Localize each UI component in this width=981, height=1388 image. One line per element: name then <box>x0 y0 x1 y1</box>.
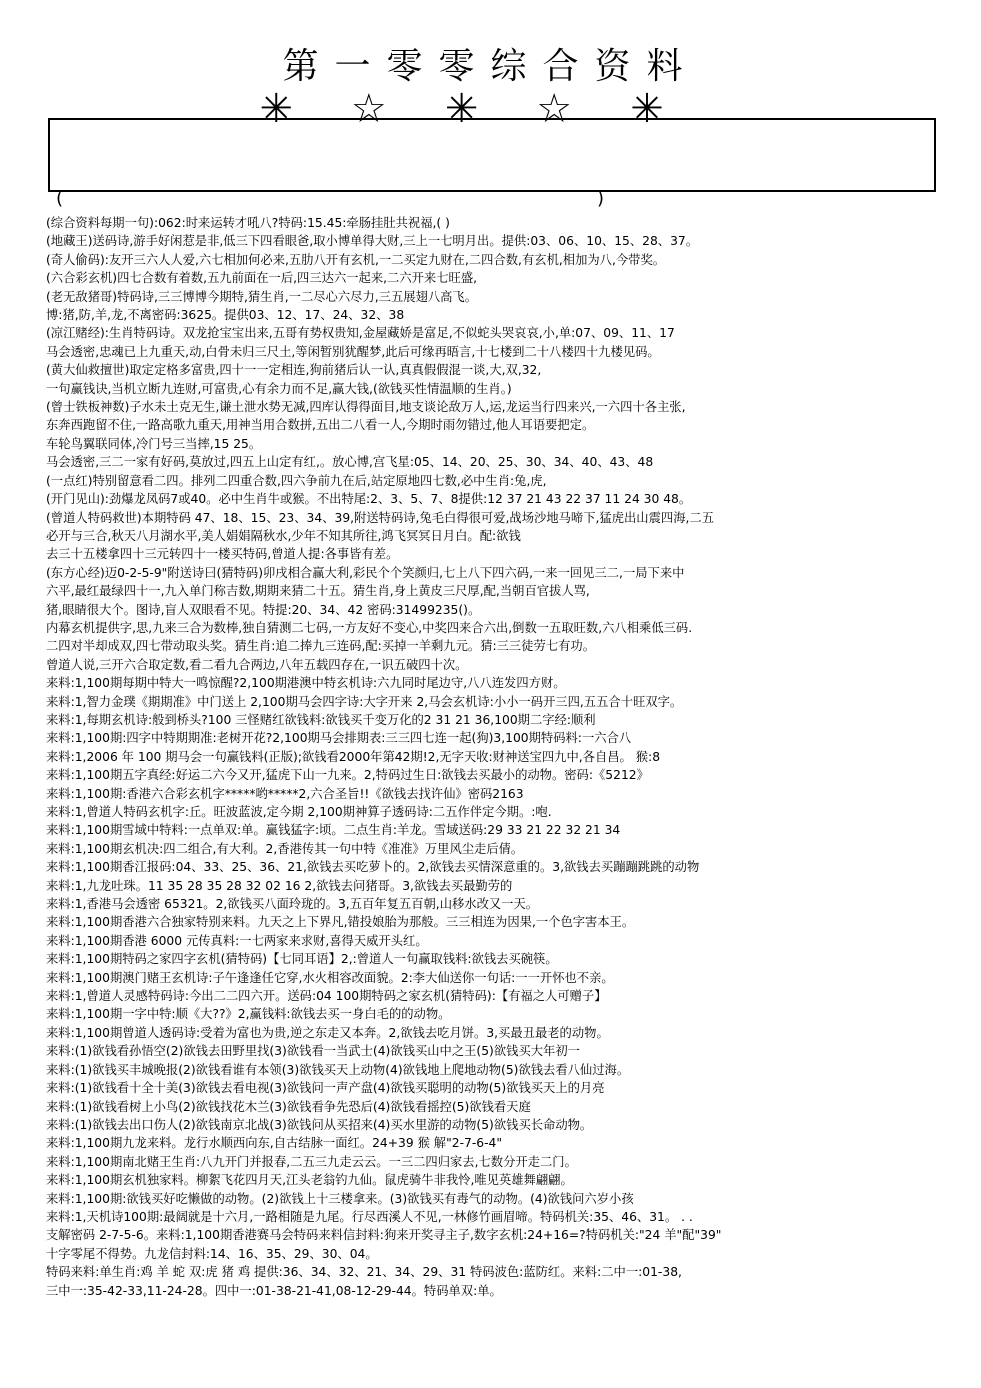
text-line: 六平,最红最绿四十一,九入单门称吉数,期期来猜二十五。猜生肖,身上黄皮三尺厚,配,当朝百官拔人骂, <box>46 584 590 599</box>
outline-star-icon: ☆ <box>350 86 445 132</box>
text-line: (东方心经)迈0-2-5-9"附送诗曰(猜特码)卯戌相合赢大利,彩民个个笑颜归,七上八下四六码,一来一回见三二,一局下来中 <box>46 565 685 580</box>
text-line: 来料:1,曾道人灵感特码诗:今出二二四六开。送码:04 100期特码之家玄机(猜特码):【有福之人可赠子】 <box>46 989 607 1004</box>
text-line: 猪,眼睛很大个。图诗,盲人双眼看不见。特提:20、34、42 密码:31499235()。 <box>46 602 481 617</box>
text-line: (一点红)特别留意看二四。排列二四重合数,四六争前九在后,站定原地四七数,必中生肖:兔,虎, <box>46 473 547 488</box>
asterisk-star-icon: ✳ <box>444 86 537 132</box>
open-paren: ( <box>56 188 64 209</box>
text-line: 来料:1,天机诗100期:最阔就是十六月,一路相随是九尾。行尽西溪人不见,一林修竹画眉啼。特码机关:35、46、31。 . . <box>46 1209 693 1224</box>
text-line: 支解密码 2-7-5-6。来料:1,100期香港赛马会特码来料信封料:狗来开奖寻主子,数字玄机:24+16=?特码机关:"24 羊"配"39" <box>46 1228 722 1243</box>
text-line: 来料:1,香港马会透密 65321。2,欲钱买八面玲珑的。3,五百年复五百朝,山移水改又一天。 <box>46 897 539 912</box>
text-line: 来料:1,100期:欲钱买好吃懒做的动物。(2)欲钱上十三楼拿来。(3)欲钱买有毒气的动物。(4)欲钱问六岁小孩 <box>46 1191 634 1206</box>
text-line: 三中一:35-42-33,11-24-28。四中一:01-38-21-41,08-12-29-44。特码单双:单。 <box>46 1283 502 1298</box>
text-line: 来料:1,100期玄机独家料。柳絮飞花四月天,江头老翁钓九仙。鼠虎骑牛非我怜,唯见英雄舞翩翩。 <box>46 1173 573 1188</box>
text-line: 曾道人说,三开六合取定数,看二看九合两边,八年五载四存在,一识五破四十次。 <box>46 657 468 672</box>
text-line: 来料:1,曾道人特码玄机字:丘。旺波蓝波,定今期 2,100期神算子透码诗:二五作伴定今期。:咆. <box>46 805 552 819</box>
text-line: (曾士铁板神数)子水未土克无生,谦土泄水势无减,四库认得得面目,地支谈论敌万人,运,龙运当行四来兴,一六四十各主张, <box>46 400 686 415</box>
text-line: 来料:1,100期:四字中特期期准:老树开花?2,100期马会排期表:三三四七连一起(狗)3,100期特码料:一六合八 <box>46 731 632 746</box>
text-line: 来料:1,100期澳门赌王玄机诗:子午逢逢任它穿,水火相容改面貌。2:李大仙送你一句话:一一开怀也不亲。 <box>46 970 614 985</box>
text-line: 来料:(1)欲钱看孙悟空(2)欲钱去田野里找(3)欲钱看一当武士(4)欲钱买山中之王(5)欲钱买大年初一 <box>46 1044 580 1059</box>
text-line: 来料:1,100期五字真经:好运二六今又开,猛虎下山一九来。2,特码过生日:欲钱去买最小的动物。密码:《5212》 <box>46 768 649 783</box>
text-line: 来料:1,每期玄机诗:般到桥头?100 三怪赌红欲钱料:欲钱买千变万化的2 31 21 36,100期二字经:顺利 <box>46 712 596 727</box>
text-line: (黄大仙救擅世)取定定格多富贵,四十一一定相连,狗前猪后认一认,真真假假混一谈,大,双,32, <box>46 363 542 378</box>
asterisk-star-icon: ✳ <box>630 86 722 132</box>
close-paren: ) <box>596 188 604 209</box>
text-line: 来料:(1)欲钱看十全十美(3)欲钱去看电视(3)欲钱问一声产盘(4)欲钱买聪明的动物(5)欲钱买天上的月亮 <box>46 1081 605 1096</box>
text-line: 来料:1,100期曾道人透码诗:受着为富也为贵,逆之东走又本奔。2,欲钱去吃月饼。3,买最丑最老的动物。 <box>46 1025 609 1040</box>
text-line: 来料:(1)欲钱看树上小鸟(2)欲钱找花木兰(3)欲钱看争先恐后(4)欲钱看摇控(5)欲钱看天庭 <box>46 1099 531 1114</box>
text-line: (老无敌猪哥)特码诗,三三博博今期特,猜生肖,一二尽心六尽力,三五展翅八高飞。 <box>46 289 478 304</box>
text-line: 博:猪,防,羊,龙,不离密码:3625。提供03、12、17、24、32、38 <box>46 308 405 323</box>
text-line: 二四对半却成双,四七带动取头奖。猜生肖:追二捧九三连码,配:买掉一羊剩九元。猜:三三徒劳七有功。 <box>46 639 596 654</box>
text-line: 来料:1,100期玄机决:四二组合,有大利。2,香港传其一句中特《准准》万里风尘走后倩。 <box>46 841 524 856</box>
text-line: 来料:1,100期每期中特大一鸣惊醒?2,100期港澳中特玄机诗:六九同时尾边守,八八连发四方财。 <box>46 676 566 691</box>
text-line: 马会透密,三二一家有好码,莫放过,四五上山定有红,。放心博,宫飞星:05、14、20、25、30、34、40、43、48 <box>46 455 654 470</box>
text-line: 来料:1,100期九龙来料。龙行水顺西向东,自古结脉一面红。24+39 猴 解"2-7-6-4" <box>46 1136 503 1151</box>
text-line: 来料:1,100期南北赌王生肖:八九开门并报春,二五三九走云云。一三二四归家去,七数分开走二门。 <box>46 1154 577 1169</box>
text-line: 来料:(1)欲钱买丰城晚报(2)欲钱看谁有本领(3)欲钱买天上动物(4)欲钱地上爬地动物(5)欲钱去看八仙过海。 <box>46 1062 630 1077</box>
text-line: (六合彩玄机)四七合数有着数,五九前面在一后,四三达六一起来,二六开来七旺盛, <box>46 271 478 286</box>
text-line: (凉江赌经):生肖特码诗。双龙抢宝宝出来,五哥有势权贵知,金屋藏娇是富足,不似蛇头哭哀哀,小,单:07、09、11、17 <box>46 326 675 341</box>
text-line: 来料:1,100期雪域中特料:一点单双:单。赢钱猛字:顷。二点生肖:羊龙。雪域送码:29 33 21 22 32 21 34 <box>46 823 621 838</box>
text-line: 车轮鸟翼联同体,冷门号三当摔,15 25。 <box>46 436 262 451</box>
text-line: 来料:1,2006 年 100 期马会一句赢钱料(正版);欲钱看2000年第42期!2,无字天收:财神送宝四九中,各自昌。 猴:8 <box>46 749 661 764</box>
text-line: 一句赢钱诀,当机立断九连财,可富贵,心有余力而不足,赢大钱,(欲钱买性情温顺的生肖。) <box>46 381 512 396</box>
text-line: (开门见山):劲爆龙凤码7或40。必中生肖牛或猴。不出特尾:2、3、5、7、8提供:12 37 21 43 22 37 11 24 30 48。 <box>46 492 692 507</box>
text-line: 来料:1,100期香江报码:04、33、25、36、21,欲钱去买吃萝卜的。2,欲钱去买情深意重的。3,欲钱去买蹦蹦跳跳的动物 <box>46 860 700 875</box>
text-line: 十字零尾不得势。九龙信封料:14、16、35、29、30、04。 <box>46 1246 378 1261</box>
text-line: 来料:1,100期香港 6000 元传真料:一七两家来求财,喜得天威开头红。 <box>46 933 428 948</box>
text-line: 来料:1,100期特码之家四字玄机(猜特码)【七同耳语】2,:曾道人一句赢取钱料:欲钱去买碗筷。 <box>46 952 558 967</box>
text-line: (曾道人特码救世)本期特码 47、18、15、23、34、39,附送特码诗,兔毛白得很可爱,战场沙地马啼下,猛虎出山震四海,二五 <box>46 510 714 525</box>
text-line: (奇人偷码):友开三六人人爱,六七相加何必来,五肋八开有玄机,一二买定九财在,二四合数,有玄机,相加为八,今带奖。 <box>46 252 666 267</box>
text-line: 特码来料:单生肖:鸡 羊 蛇 双:虎 猪 鸡 提供:36、34、32、21、34、29、31 特码波色:蓝防红。来料:二中一:01-38, <box>46 1265 682 1280</box>
text-line: 来料:1,九龙吐珠。11 35 28 35 28 32 02 16 2,欲钱去问猪哥。3,欲钱去买最勤劳的 <box>46 878 513 893</box>
text-line: 东奔西跑留不住,一路高歌九重天,用神当用合数拼,五出二八看一人,今期时雨勿错过,他人耳语要把定。 <box>46 418 595 433</box>
asterisk-star-icon: ✳ <box>259 86 351 132</box>
page-title: 第一零零综合资料 <box>282 46 699 87</box>
outline-star-icon: ☆ <box>536 86 631 132</box>
text-line: (地藏王)送码诗,游手好闲惹是非,低三下四看眼爸,取小博单得大财,三上一七明月出。提供:03、06、10、15、28、37。 <box>46 234 699 249</box>
text-line: 来料:1,100期香港六合独家特别来料。九天之上下界凡,错投娘胎为那般。三三相连为因果,一个色字害本王。 <box>46 915 635 930</box>
text-line: 来料:1,100期一字中特:顺《大??》2,赢钱料:欲钱去买一身白毛的的动物。 <box>46 1007 451 1022</box>
text-line: (综合资料每期一句):062:时来运转才吼八?特码:15.45:牵肠挂肚共祝福,( ) <box>46 216 450 230</box>
empty-frame-box <box>48 118 936 192</box>
text-line: 马会透密,忠魂已上九重天,动,白骨未归三尺土,等闲暂别犹醒梦,此后可缘再晤言,十七楼到二十八楼四十九楼见码。 <box>46 344 660 359</box>
bracket-row <box>56 188 604 212</box>
text-line: 内幕玄机提供字,思,九来三合为数棒,独自猜测二七码,一方友好不变心,中奖四来合六出,倒数一五取旺数,六八相乘低三码. <box>46 620 693 635</box>
text-line: 来料:1,100期:香港六合彩玄机字*****哟*****2,六合圣旨!!《欲钱去找许仙》密码2163 <box>46 786 524 801</box>
text-line: 去三十五楼拿四十三元转四十一楼买特码,曾道人提:各事皆有差。 <box>46 547 399 562</box>
document-body <box>46 214 946 1300</box>
text-line: 来料:(1)欲钱去出口伤人(2)欲钱南京北战(3)欲钱问从买招来(4)买水里游的动物(5)欲钱买长命动物。 <box>46 1117 593 1132</box>
text-line: 来料:1,智力金璞《期期准》中门送上 2,100期马会四字诗:大字开来 2,马会玄机诗:小小一码开三四,五五合十旺双字。 <box>46 694 683 709</box>
text-line: 必开与三合,秋天八月湖水平,美人娟娟隔秋水,少年不知其所往,鸿飞冥冥日月白。配:欲钱 <box>46 528 521 543</box>
